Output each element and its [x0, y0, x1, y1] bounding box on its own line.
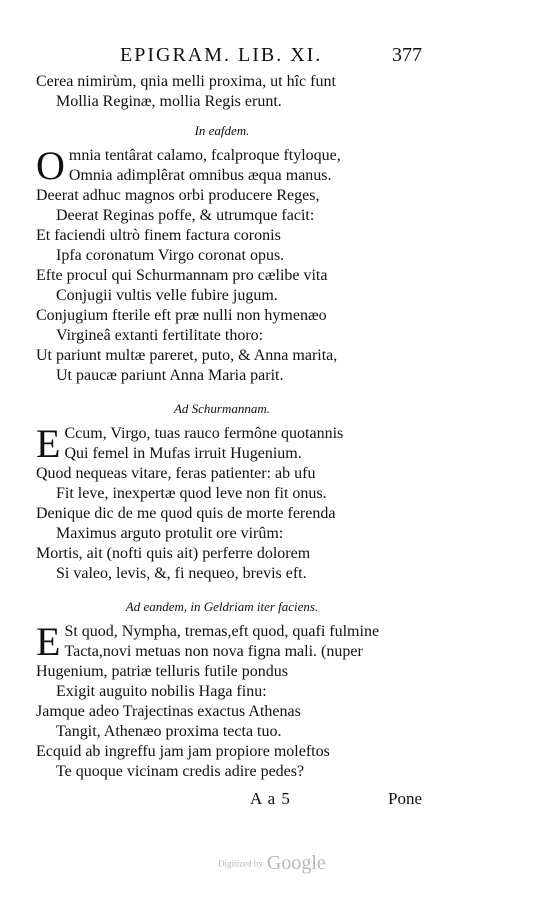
poem [36, 421, 408, 584]
poem-line: Ccum, Virgo, tuas rauco fermône quotannis [64, 425, 344, 442]
poem-heading: In eafdem. [194, 123, 250, 138]
poem-line: Te quoque vicinam credis adire pedes? [56, 763, 305, 780]
poem-line: Omnia adimplêrat omnibus æqua manus. [68, 167, 332, 184]
poem-heading: Ad Schurmannam. [173, 401, 271, 416]
text-line: Cerea nimirùm, qnia melli proxima, ut hîc funt [36, 73, 336, 90]
poem-line: Si valeo, levis, &, fi nequeo, brevis eft. [56, 565, 307, 582]
watermark-prefix: Digitized by [218, 858, 263, 869]
page-number: 377 [392, 44, 422, 66]
poem-line: Tacta,novi metuas non nova figna mali. (nuper [64, 643, 363, 660]
poem-line: Hugenium, patriæ telluris futile pondus [36, 663, 288, 680]
poem-line: St quod, Nympha, tremas,eft quod, quafi fulmine [64, 623, 380, 640]
poem-line: Fit leve, inexpertæ quod leve non fit onus. [56, 485, 327, 502]
catchword: Pone [388, 789, 422, 808]
poem-line: Ecquid ab ingreffu jam jam propiore moleftos [36, 743, 330, 760]
poem-line: Qui femel in Mufas irruit Hugenium. [64, 445, 302, 462]
poem-line: Conjugii vultis velle fubire jugum. [56, 287, 278, 304]
running-head: EPIGRAM. LIB. XI. [120, 44, 323, 66]
poem-line: Conjugium fterile eft præ nulli non hymenæo [36, 307, 327, 324]
poem-line: Ipfa coronatum Virgo coronat opus. [56, 247, 285, 264]
poem-line: Ut pariunt multæ pareret, puto, & Anna marita, [36, 347, 338, 364]
poem-line: Deerat adhuc magnos orbi producere Reges, [36, 187, 320, 204]
digitization-watermark [0, 852, 544, 875]
poem-line: Maximus arguto protulit ore virûm: [56, 525, 284, 542]
poem-line: Exigit auguito nobilis Haga finu: [56, 683, 267, 700]
poem [36, 143, 408, 386]
poem-line: mnia tentârat calamo, fcalproque ftyloque, [68, 147, 341, 164]
signature-mark: A a 5 [250, 789, 291, 808]
poem-line: Tangit, Athenæo proxima tecta tuo. [56, 723, 282, 740]
poem-line: Virgineâ extanti fertilitate thoro: [56, 327, 264, 344]
drop-cap: E [36, 619, 61, 664]
watermark-logo: Google [266, 852, 326, 874]
poem-line: Deerat Reginas poffe, & utrumque facit: [56, 207, 315, 224]
poem-line: Quod nequeas vitare, feras patienter: ab ufu [36, 465, 316, 482]
poem-line: Mortis, ait (nofti quis ait) perferre dolorem [36, 545, 311, 562]
poem-line: Denique dic de me quod quis de morte ferenda [36, 505, 336, 522]
poem-line: Efte procul qui Schurmannam pro cælibe vita [36, 267, 328, 284]
drop-cap: E [36, 421, 61, 466]
poem-line: Ut paucæ pariunt Anna Maria parit. [56, 367, 284, 384]
text-line: Mollia Reginæ, mollia Regis erunt. [56, 93, 282, 110]
poem-line: Et faciendi ultrò finem factura coronis [36, 227, 281, 244]
page-body [36, 72, 408, 782]
poem [36, 619, 408, 782]
poem-heading: Ad eandem, in Geldriam iter faciens. [125, 599, 319, 614]
drop-cap: O [36, 143, 65, 188]
poem-line: Jamque adeo Trajectinas exactus Athenas [36, 703, 301, 720]
